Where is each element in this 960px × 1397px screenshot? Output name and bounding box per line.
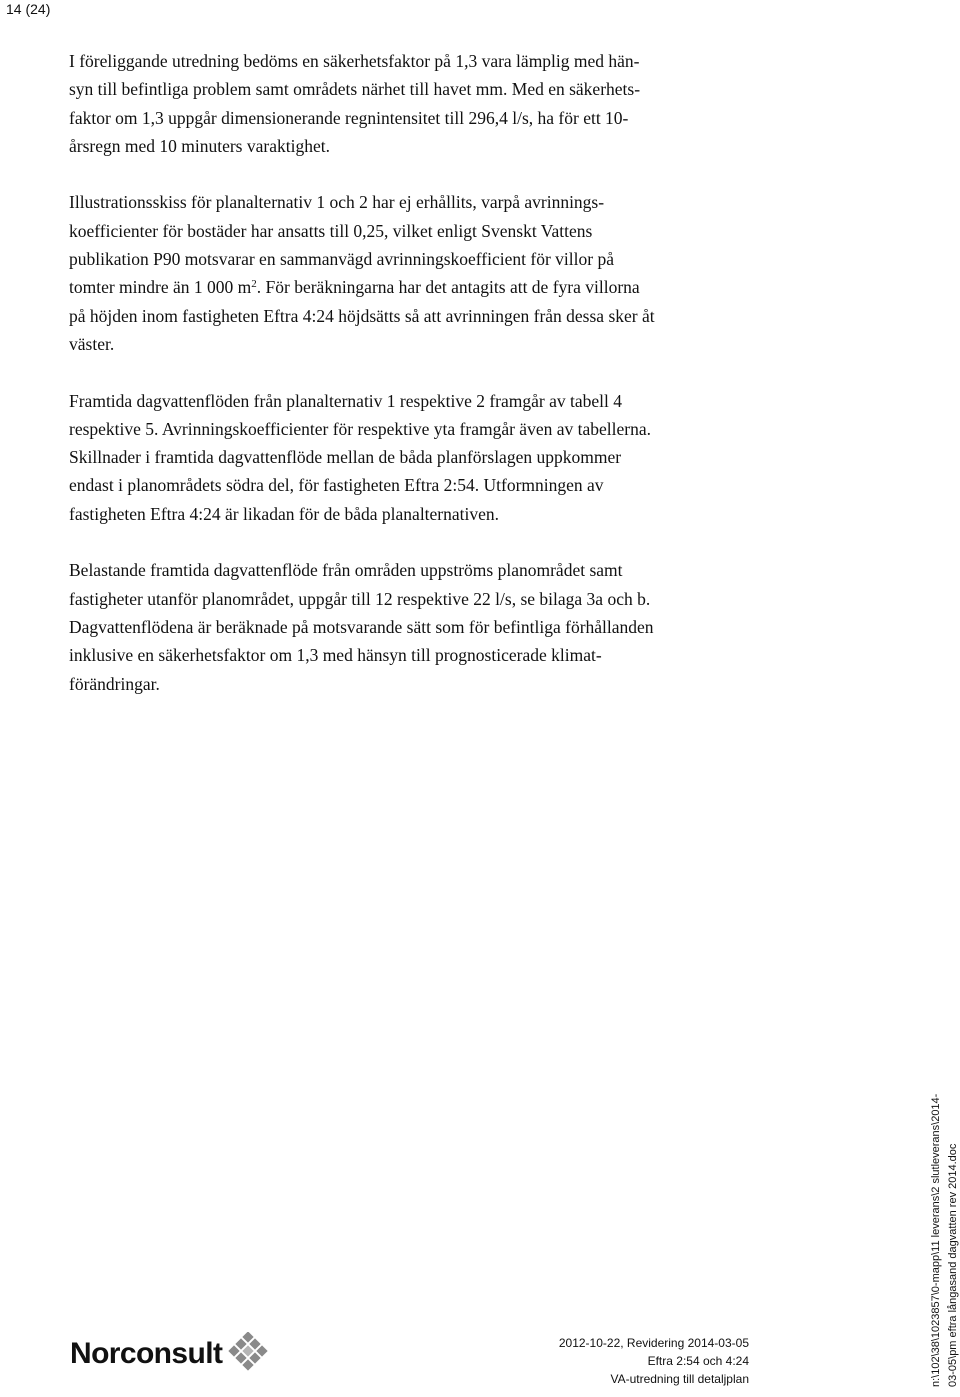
paragraph-future-flows xyxy=(69,387,769,528)
text-line: årsregn med 10 minuters varaktighet. xyxy=(69,135,330,156)
footer-date: 2012-10-22, Revidering 2014-03-05 xyxy=(558,1336,749,1350)
text-line: publikation P90 motsvarar en sammanvägd avrinningskoefficient för villor på xyxy=(69,249,614,270)
text-line: syn till befintliga problem samt områdets närhet till havet mm. Med en säkerhets- xyxy=(69,79,641,100)
paragraph-runoff-coefficients xyxy=(69,188,769,358)
text-line: endast i planområdets södra del, för fastigheten Eftra 2:54. Utformningen av xyxy=(69,475,604,496)
text-span: tomter mindre än 1 000 m xyxy=(69,277,252,298)
text-line: Belastande framtida dagvattenflöde från områden uppströms planområdet samt xyxy=(69,560,623,581)
text-line: fastigheter utanför planområdet, uppgår till 12 respektive 22 l/s, se bilaga 3a och b. xyxy=(69,588,651,609)
file-path-line: n:\102\38\1023857\0-mapp\11 leverans\2 slutleverans\2014- xyxy=(930,1093,942,1387)
norconsult-logo xyxy=(70,1334,268,1374)
text-line: Illustrationsskiss för planalternativ 1 och 2 har ej erhållits, varpå avrinnings- xyxy=(69,192,605,213)
file-path-vertical xyxy=(928,1094,960,1387)
page-number: 14 (24) xyxy=(6,1,51,17)
text-line: koefficienter för bostäder har ansatts till 0,25, vilket enligt Svenskt Vattens xyxy=(69,220,593,241)
text-line xyxy=(69,273,769,301)
file-path-line: 03-05\pm eftra långasand dagvatten rev 2014.doc xyxy=(947,1143,959,1387)
superscript: 2 xyxy=(251,278,257,291)
paragraph-safety-factor xyxy=(69,47,769,160)
text-line: Dagvattenflödena är beräknade på motsvarande sätt som för befintliga förhållanden xyxy=(69,616,654,637)
text-line: inklusive en säkerhetsfaktor om 1,3 med hänsyn till prognosticerade klimat- xyxy=(69,645,602,666)
footer-property: Eftra 2:54 och 4:24 xyxy=(647,1354,749,1368)
paragraph-upstream-flows xyxy=(69,556,769,697)
text-line: respektive 5. Avrinningskoefficienter för respektive yta framgår även av tabellerna. xyxy=(69,418,651,439)
logo-text: Norconsult xyxy=(70,1337,223,1370)
text-line: Framtida dagvattenflöden från planalternativ 1 respektive 2 framgår av tabell 4 xyxy=(69,390,622,411)
text-line: fastigheten Eftra 4:24 är likadan för de båda planalternativen. xyxy=(69,503,500,524)
text-line: faktor om 1,3 uppgår dimensionerande regnintensitet till 296,4 l/s, ha för ett 10- xyxy=(69,107,629,128)
text-line: förändringar. xyxy=(69,673,160,694)
footer-document-title: VA-utredning till detaljplan xyxy=(610,1372,749,1386)
diamond-grid-logo-icon xyxy=(228,1332,268,1372)
text-line: I föreliggande utredning bedöms en säkerhetsfaktor på 1,3 vara lämplig med hän- xyxy=(69,51,640,71)
text-span: . För beräkningarna har det antagits att de fyra villorna xyxy=(256,277,640,298)
document-body xyxy=(69,47,769,726)
text-line: på höjden inom fastigheten Eftra 4:24 höjdsätts så att avrinningen från dessa sker åt xyxy=(69,305,655,326)
footer-document-info xyxy=(559,1334,749,1388)
text-line: Skillnader i framtida dagvattenflöde mellan de båda planförslagen uppkommer xyxy=(69,447,622,468)
text-line: väster. xyxy=(69,333,115,354)
